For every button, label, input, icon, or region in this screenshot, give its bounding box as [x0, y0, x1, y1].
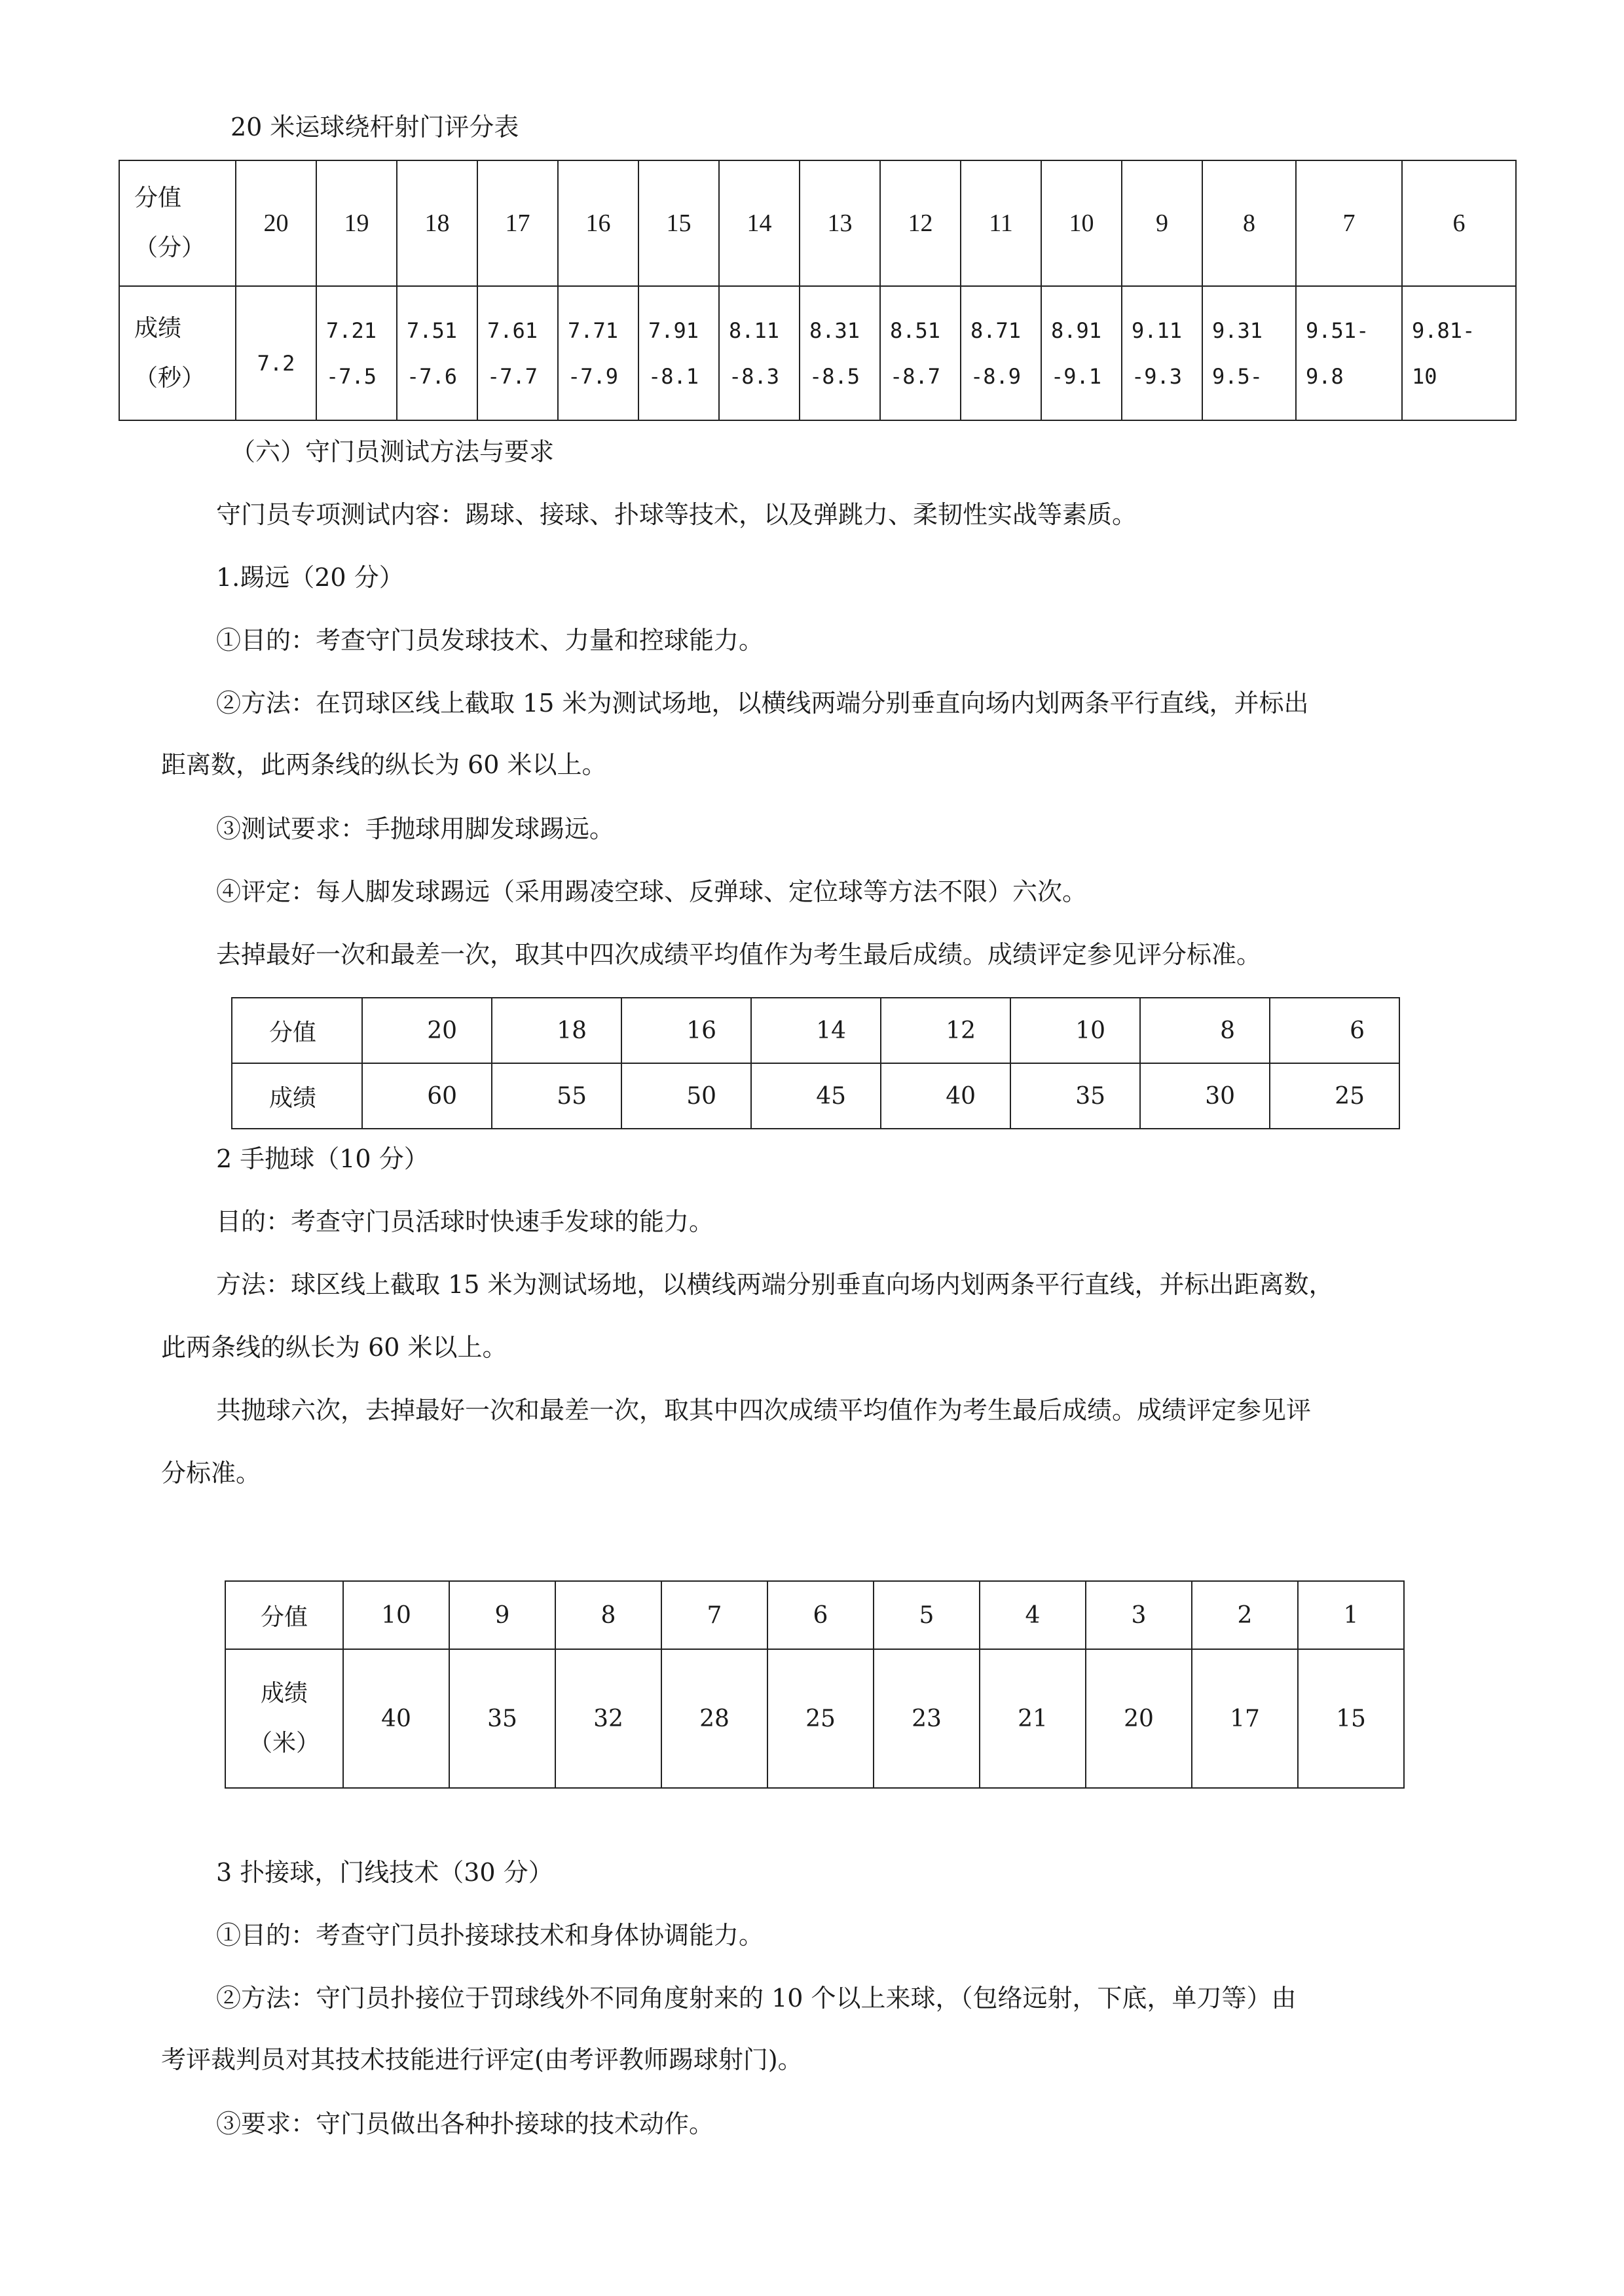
score-cell: 15 [638, 160, 719, 286]
paragraph: ③测试要求：手抛球用脚发球踢远。 [216, 814, 615, 843]
score-cell: 14 [719, 160, 800, 286]
table-row [119, 160, 1516, 286]
result-cell: 32 [555, 1649, 661, 1788]
score-cell: 10 [1041, 160, 1122, 286]
paragraph: ②方法：在罚球区线上截取 15 米为测试场地，以横线两端分别垂直向场内划两条平行直线，并标出 [216, 689, 1309, 718]
result-cell: 8.91 -9.1 [1041, 286, 1122, 420]
table-row [119, 286, 1516, 420]
result-cell: 8.71 -8.9 [961, 286, 1041, 420]
score-cell: 10 [343, 1581, 449, 1649]
score-cell: 20 [362, 998, 492, 1063]
score-cell: 5 [874, 1581, 980, 1649]
result-cell: 7.71 -7.9 [558, 286, 638, 420]
paragraph: 共抛球六次，去掉最好一次和最差一次，取其中四次成绩平均值作为考生最后成绩。成绩评定参见评 [216, 1396, 1312, 1425]
score-cell: 3 [1086, 1581, 1192, 1649]
result-cell: 20 [1086, 1649, 1192, 1788]
row-header-score: 分值 [232, 998, 362, 1063]
row-header-result: 成绩 [232, 1063, 362, 1129]
result-cell: 30 [1140, 1063, 1270, 1129]
score-cell: 6 [767, 1581, 874, 1649]
result-cell: 9.31 9.5- [1202, 286, 1296, 420]
paragraph: 分标准。 [161, 1459, 261, 1487]
subsection-heading: 3 扑接球，门线技术（30 分） [216, 1858, 553, 1887]
result-cell: 40 [343, 1649, 449, 1788]
paragraph: 守门员专项测试内容：踢球、接球、扑球等技术，以及弹跳力、柔韧性实战等素质。 [216, 500, 1137, 529]
paragraph: ③要求：守门员做出各种扑接球的技术动作。 [216, 2109, 714, 2138]
score-cell: 12 [880, 160, 961, 286]
hand-throw-score-table [225, 1580, 1405, 1789]
paragraph: ①目的：考查守门员发球技术、力量和控球能力。 [216, 626, 764, 655]
paragraph: 去掉最好一次和最差一次，取其中四次成绩平均值作为考生最后成绩。成绩评定参见评分标准。 [216, 940, 1262, 969]
result-cell: 25 [1270, 1063, 1399, 1129]
result-cell: 9.51- 9.8 [1296, 286, 1402, 420]
result-cell: 15 [1298, 1649, 1404, 1788]
score-cell: 7 [661, 1581, 767, 1649]
score-cell: 6 [1402, 160, 1516, 286]
result-cell: 7.61 -7.7 [477, 286, 558, 420]
dribble-shooting-score-table [119, 160, 1517, 421]
result-cell: 23 [874, 1649, 980, 1788]
result-cell: 17 [1192, 1649, 1298, 1788]
score-cell: 18 [397, 160, 477, 286]
score-cell: 13 [800, 160, 880, 286]
score-cell: 16 [621, 998, 751, 1063]
result-cell: 25 [767, 1649, 874, 1788]
score-cell: 20 [236, 160, 316, 286]
score-cell: 6 [1270, 998, 1399, 1063]
result-cell: 60 [362, 1063, 492, 1129]
result-cell: 7.91 -8.1 [638, 286, 719, 420]
result-cell: 40 [881, 1063, 1010, 1129]
paragraph: 此两条线的纵长为 60 米以上。 [161, 1333, 507, 1362]
result-cell: 8.11 -8.3 [719, 286, 800, 420]
table-row [232, 1063, 1399, 1129]
score-cell: 2 [1192, 1581, 1298, 1649]
paragraph: 距离数，此两条线的纵长为 60 米以上。 [161, 750, 607, 779]
score-cell: 4 [980, 1581, 1086, 1649]
score-cell: 12 [881, 998, 1010, 1063]
subsection-heading: 1.踢远（20 分） [216, 563, 404, 592]
result-cell: 7.51 -7.6 [397, 286, 477, 420]
result-cell: 9.81- 10 [1402, 286, 1516, 420]
score-cell: 16 [558, 160, 638, 286]
score-cell: 11 [961, 160, 1041, 286]
score-cell: 1 [1298, 1581, 1404, 1649]
table-row [232, 998, 1399, 1063]
score-cell: 9 [1122, 160, 1202, 286]
row-header-result: 成绩 （秒） [119, 286, 236, 420]
table-row [225, 1649, 1404, 1788]
score-cell: 18 [492, 998, 621, 1063]
subsection-heading: 2 手抛球（10 分） [216, 1144, 429, 1173]
result-cell: 35 [449, 1649, 555, 1788]
paragraph: 考评裁判员对其技术技能进行评定(由考评教师踢球射门)。 [161, 2045, 803, 2074]
paragraph: ①目的：考查守门员扑接球技术和身体协调能力。 [216, 1921, 764, 1950]
result-cell: 8.31 -8.5 [800, 286, 880, 420]
score-cell: 8 [555, 1581, 661, 1649]
result-cell: 28 [661, 1649, 767, 1788]
kick-distance-score-table [231, 997, 1400, 1129]
result-cell: 55 [492, 1063, 621, 1129]
result-cell: 21 [980, 1649, 1086, 1788]
row-header-score: 分值 [225, 1581, 343, 1649]
paragraph: 目的：考查守门员活球时快速手发球的能力。 [216, 1207, 714, 1236]
section-heading: （六）守门员测试方法与要求 [231, 437, 555, 466]
result-cell: 8.51 -8.7 [880, 286, 961, 420]
score-cell: 14 [751, 998, 881, 1063]
result-cell: 35 [1010, 1063, 1140, 1129]
score-cell: 7 [1296, 160, 1402, 286]
score-cell: 17 [477, 160, 558, 286]
paragraph: ②方法：守门员扑接位于罚球线外不同角度射来的 10 个以上来球，（包络远射，下底，单刀等）由 [216, 1984, 1297, 2013]
score-cell: 10 [1010, 998, 1140, 1063]
table1-title: 20 米运球绕杆射门评分表 [231, 113, 519, 141]
result-cell: 45 [751, 1063, 881, 1129]
result-cell: 9.11 -9.3 [1122, 286, 1202, 420]
result-cell: 50 [621, 1063, 751, 1129]
paragraph: 方法：球区线上截取 15 米为测试场地，以横线两端分别垂直向场内划两条平行直线，并标出距离数， [216, 1270, 1334, 1299]
score-cell: 8 [1202, 160, 1296, 286]
table-row [225, 1581, 1404, 1649]
result-cell: 7.2 [236, 286, 316, 420]
score-cell: 9 [449, 1581, 555, 1649]
paragraph: ④评定：每人脚发球踢远（采用踢凌空球、反弹球、定位球等方法不限）六次。 [216, 877, 1088, 906]
row-header-result: 成绩 （米） [225, 1649, 343, 1788]
score-cell: 8 [1140, 998, 1270, 1063]
score-cell: 19 [316, 160, 397, 286]
result-cell: 7.21 -7.5 [316, 286, 397, 420]
row-header-score: 分值 （分） [119, 160, 236, 286]
